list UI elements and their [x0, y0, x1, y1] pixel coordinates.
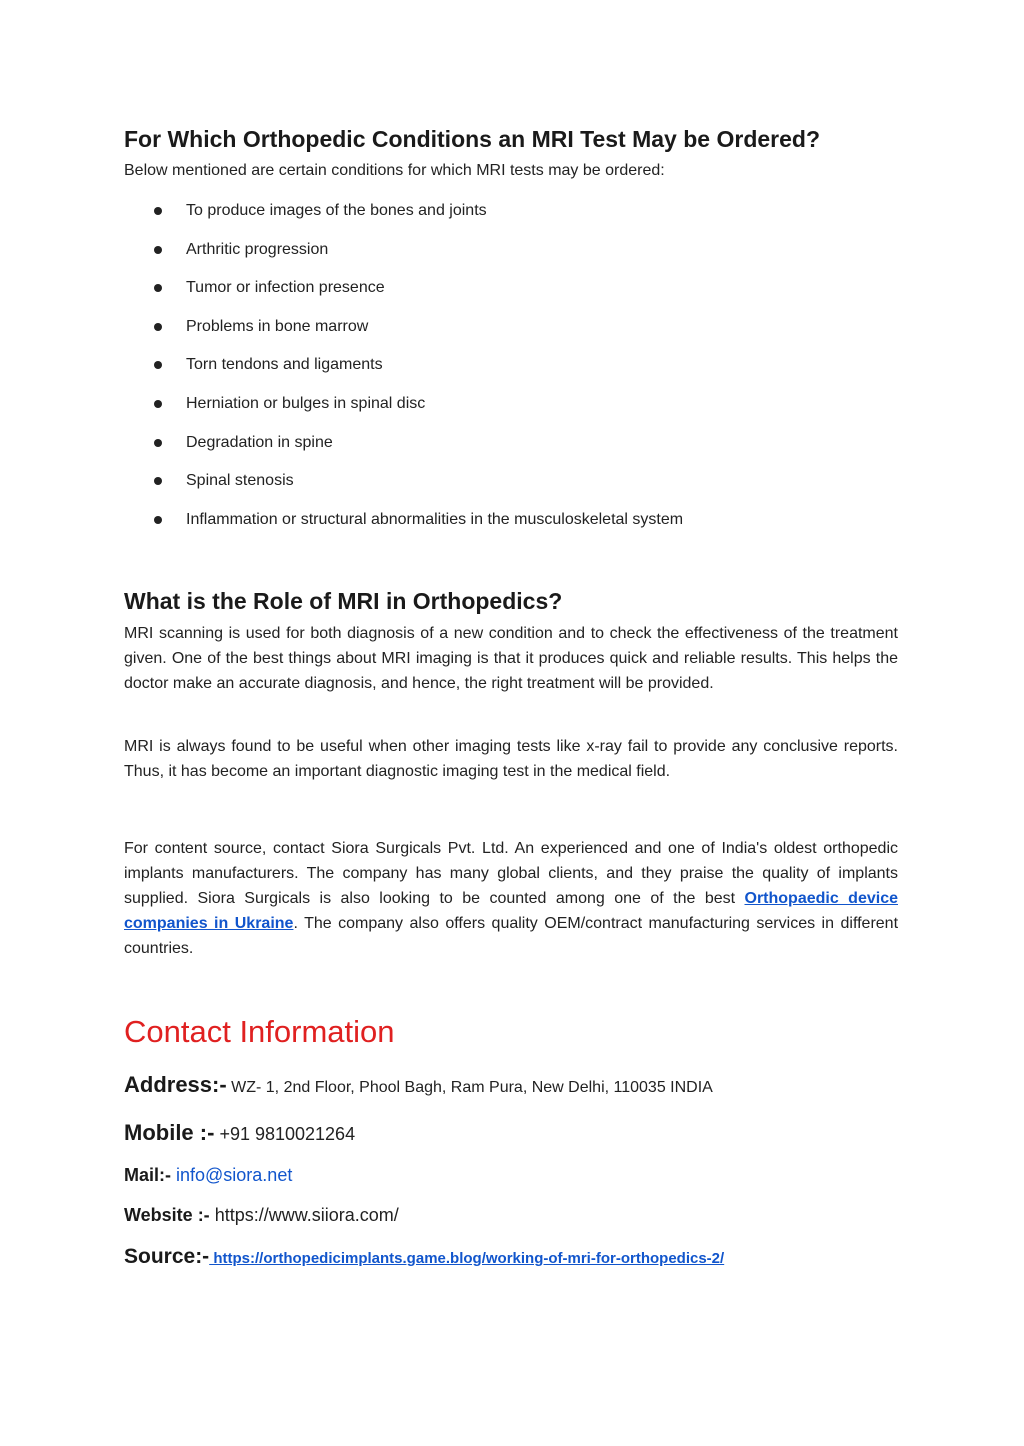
bullet-icon [154, 361, 162, 369]
section-intro: Below mentioned are certain conditions for which MRI tests may be ordered: [124, 162, 665, 179]
role-paragraph-2: MRI is always found to be useful when other imaging tests like x-ray fail to provide any conclusive reports. Thus, it has become an important diagnostic imaging test in the medical field. [124, 738, 898, 780]
list-item: Arthritic progression [124, 239, 898, 278]
list-item: Spinal stenosis [124, 470, 898, 509]
mail-label: Mail:- [124, 1165, 171, 1185]
bullet-icon [154, 400, 162, 408]
website-label: Website :- [124, 1205, 210, 1225]
address-line [124, 1072, 713, 1098]
mobile-line [124, 1120, 355, 1146]
mobile-label: Mobile :- [124, 1120, 215, 1145]
list-item: To produce images of the bones and joints [124, 200, 898, 239]
source-line [124, 1245, 724, 1269]
address-label: Address:- [124, 1072, 227, 1097]
bullet-icon [154, 246, 162, 254]
website-value: https://www.siiora.com/ [209, 1205, 399, 1225]
contact-title: Contact Information [124, 1014, 395, 1049]
source-label: Source:- [124, 1245, 210, 1268]
bullet-icon [154, 207, 162, 215]
list-item: Torn tendons and ligaments [124, 354, 898, 393]
bullet-icon [154, 284, 162, 292]
bullet-icon [154, 477, 162, 485]
conditions-list [124, 200, 898, 547]
ukraine-companies-link[interactable]: Orthopaedic device companies in Ukraine [124, 890, 898, 932]
list-item: Tumor or infection presence [124, 277, 898, 316]
list-item: Problems in bone marrow [124, 316, 898, 355]
list-item: Inflammation or structural abnormalities in the musculoskeletal system [124, 509, 898, 548]
section-title-role: What is the Role of MRI in Orthopedics? [124, 588, 563, 614]
bullet-icon [154, 516, 162, 524]
website-line [124, 1205, 399, 1226]
address-value: WZ- 1, 2nd Floor, Phool Bagh, Ram Pura, New Delhi, 110035 INDIA [226, 1079, 713, 1096]
list-item: Degradation in spine [124, 432, 898, 471]
mobile-value: +91 9810021264 [214, 1124, 356, 1144]
source-paragraph: For content source, contact Siora Surgicals Pvt. Ltd. An experienced and one of India's oldest orthopedic implants manufacturers. The company has many global clients, and they praise the quality of implants supplied. Siora Surgicals is also looking to be counted among one of the best Orthopaedic device companies in Ukraine. The company also offers quality OEM/contract manufacturing services in different countries. [124, 840, 899, 957]
mail-link[interactable]: info@siora.net [171, 1165, 293, 1185]
section-title-conditions: For Which Orthopedic Conditions an MRI Test May be Ordered? [124, 126, 820, 152]
source-link[interactable]: https://orthopedicimplants.game.blog/working-of-mri-for-orthopedics-2/ [209, 1250, 725, 1267]
role-paragraph-1: MRI scanning is used for both diagnosis of a new condition and to check the effectiveness of the treatment given. One of the best things about MRI imaging is that it produces quick and reliable results. This helps the doctor make an accurate diagnosis, and hence, the right treatment will be provided. [124, 625, 898, 692]
list-item: Herniation or bulges in spinal disc [124, 393, 898, 432]
bullet-icon [154, 439, 162, 447]
mail-line [124, 1165, 292, 1186]
bullet-icon [154, 323, 162, 331]
